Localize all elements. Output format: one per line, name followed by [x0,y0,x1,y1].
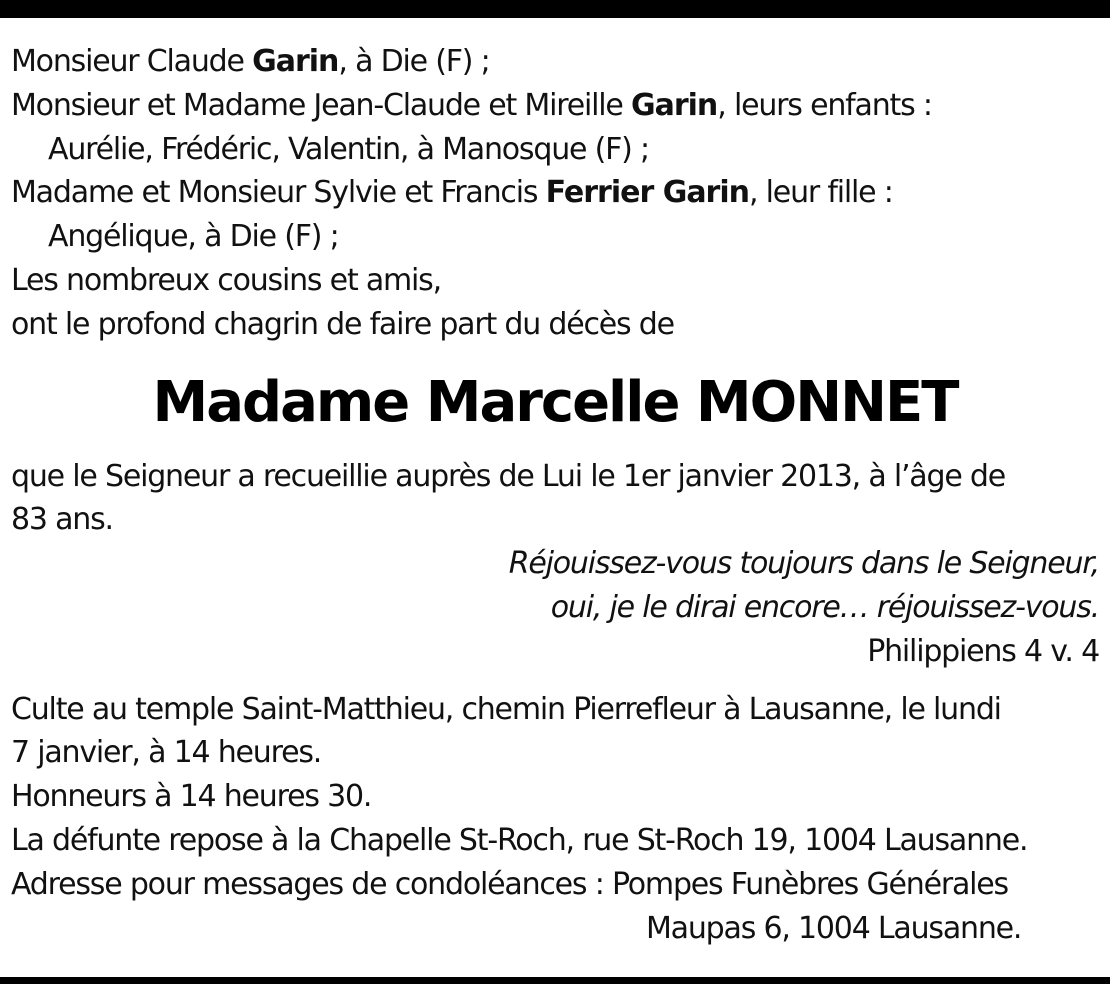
top-border [0,0,1110,18]
verse-line-1: Réjouissez-vous toujours dans le Seigneur, [508,546,1099,582]
service-line-1: Culte au temple Saint-Matthieu, chemin Pierrefleur à Lausanne, le lundi [11,691,1001,727]
service-line-6: Maupas 6, 1004 Lausanne. [646,910,1022,946]
family-line-4 [11,171,1099,215]
bottom-border [0,977,1110,984]
surname-bold: Garin [252,44,339,79]
family-line-5: Angélique, à Die (F) ; [48,219,339,255]
surname-bold: Ferrier Garin [545,175,749,211]
text-plain: Monsieur et Madame Jean-Claude et Mireille [11,87,631,123]
service-line-2: 7 janvier, à 14 heures. [11,735,322,771]
deceased-name: Madame Marcelle MONNET [152,369,958,435]
text-plain: Madame et Monsieur Sylvie et Francis [11,175,546,211]
text-plain: , leur fille : [749,175,893,211]
spacer [11,674,1099,688]
service-line-5: Adresse pour messages de condoléances : Pompes Funèbres Générales [11,866,1008,902]
text-plain: , leurs enfants : [717,87,932,123]
text-plain: , à Die (F) ; [338,44,490,79]
service-line-3: Honneurs à 14 heures 30. [11,779,372,815]
family-line-6: Les nombreux cousins et amis, [11,262,441,298]
family-line-2 [11,84,1099,128]
verse-line-2: oui, je le dirai encore… réjouissez-vous. [550,589,1099,625]
family-line-1 [11,40,1099,84]
service-line-4: La défunte repose à la Chapelle St-Roch, rue St-Roch 19, 1004 Lausanne. [11,822,1028,858]
death-line-1: que le Seigneur a recueillie auprès de Lui le 1er janvier 2013, à l’âge de [11,458,1006,494]
death-line-2: 83 ans. [11,502,113,538]
surname-bold: Garin [630,87,718,123]
family-line-3: Aurélie, Frédéric, Valentin, à Manosque (F) ; [48,131,649,167]
family-line-7: ont le profond chagrin de faire part du décès de [11,306,674,342]
obituary-notice [11,40,1099,950]
verse-reference: Philippiens 4 v. 4 [867,633,1099,669]
text-plain: Monsieur Claude [11,44,253,79]
